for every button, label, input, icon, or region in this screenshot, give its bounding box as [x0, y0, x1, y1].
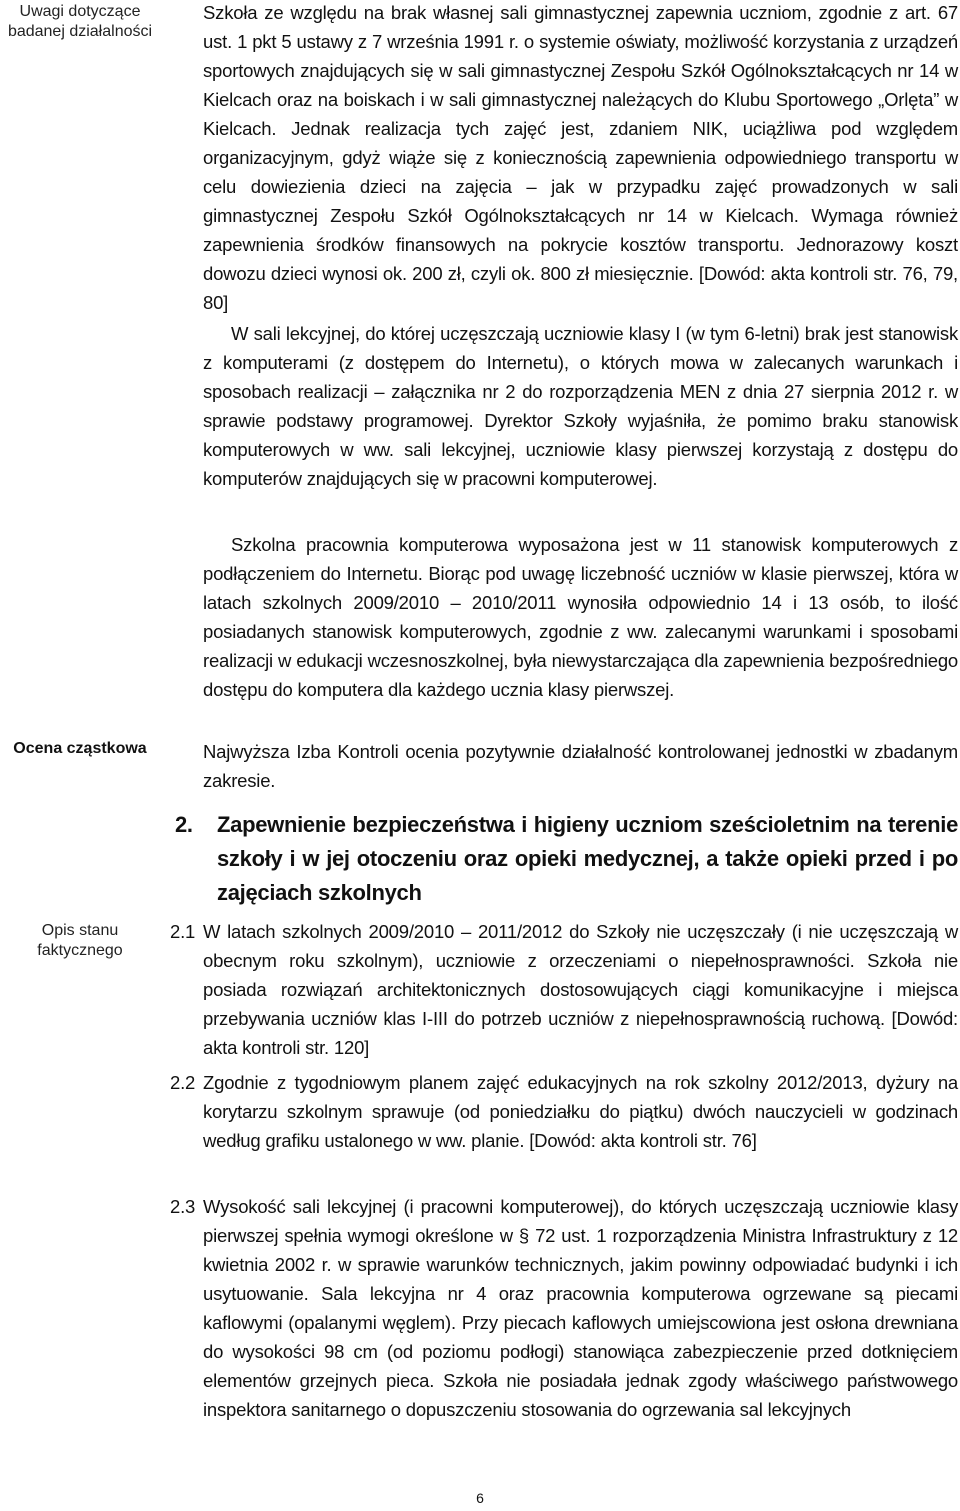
page-number: 6	[476, 1490, 484, 1506]
section-heading	[175, 808, 958, 910]
subsection-number: 2.2	[170, 1072, 196, 1093]
subsection-text: Wysokość sali lekcyjnej (i pracowni komputerowej), do których uczęszczają uczniowie klasy pierwszej spełnia wymogi określone w § 72 ust. 1 rozporządzenia Ministra Infrastruktury z 12 kwietnia 2002 r. w sprawie warunków technicznych, jakim powinny odpowiadać budynki i ich usytuowanie. Sala lekcyjna nr 4 oraz pracownia komputerowa ogrzewane są piecami kaflowymi (opalanymi węglem). Przy piecach kaflowych umiejscowiona jest osłona drewniana do wysokości 98 cm (od poziomu podłogi) stanowiąca zabezpieczenie przed dotknięciem elementów grzejnych pieca. Szkoła nie posiadała jednak zgody właściwego państwowego inspektora sanitarnego o dopuszczeniu stosowania do ogrzewania sal lekcyjnych	[203, 1196, 958, 1420]
subsection-number: 2.3	[170, 1196, 196, 1217]
margin-note-opis: Opis stanu faktycznego	[37, 922, 123, 959]
margin-note-ocena: Ocena cząstkowa	[13, 740, 147, 757]
paragraph-classroom-computers: W sali lekcyjnej, do której uczęszczają uczniowie klasy I (w tym 6-letni) brak jest stanowisk z komputerami (z dostępem do Internetu), o których mowa w zalecanych warunkach i sposobach realizacji – załącznika nr 2 do rozporządzenia MEN z dnia 27 sierpnia 2012 r. w sprawie podstawy programowej. Dyrektor Szkoły wyjaśniła, że pomimo braku stanowisk komputerowych w ww. sali lekcyjnej, uczniowie klasy pierwszej korzystają z dostępu do komputerów znajdujących się w pracowni komputerowej.	[203, 323, 958, 489]
subsection-2-3	[170, 1192, 958, 1424]
subsection-text: Zgodnie z tygodniowym planem zajęć edukacyjnych na rok szkolny 2012/2013, dyżury na korytarzu szkolnym sprawuje (od poniedziałku do piątku) dwóch nauczycieli w godzinach według grafiku ustalonego w ww. planie. [Dowód: akta kontroli str. 76]	[203, 1072, 958, 1151]
subsection-number: 2.1	[170, 921, 196, 942]
paragraph-assessment: Najwyższa Izba Kontroli ocenia pozytywnie działalność kontrolowanej jednostki w zbadanym zakresie.	[203, 741, 958, 791]
subsection-2-2	[170, 1068, 958, 1155]
margin-note-uwagi: Uwagi dotyczące badanej działalności	[7, 3, 153, 40]
paragraph-computer-lab: Szkolna pracownia komputerowa wyposażona jest w 11 stanowisk komputerowych z podłączeniem do Internetu. Biorąc pod uwagę liczebność uczniów w klasie pierwszej, która w latach szkolnych 2009/2010 – 2010/2011 wynosiła odpowiednio 14 i 13 osób, to ilość posiadanych stanowisk komputerowych, zgodnie z ww. zalecanymi warunkami i sposobami realizacji w edukacji wczesnoszkolnej, była niewystarczająca dla zapewnienia bezpośredniego dostępu do komputera dla każdego ucznia klasy pierwszej.	[203, 534, 958, 700]
subsection-2-1	[170, 917, 958, 1062]
subsection-text: W latach szkolnych 2009/2010 – 2011/2012 do Szkoły nie uczęszczały (i nie uczęszczają w obecnym roku szkolnym), uczniowie z orzeczeniami o niepełnosprawności. Szkoła nie posiada rozwiązań architektonicznych dostosowujących ciągi komunikacyjne i miejsca przebywania uczniów klas I-III do potrzeb uczniów z niepełnosprawnością ruchową. [Dowód: akta kontroli str. 120]	[203, 921, 958, 1058]
section-number: 2.	[175, 812, 193, 837]
paragraph-sport-facilities: Szkoła ze względu na brak własnej sali gimnastycznej zapewnia uczniom, zgodnie z art. 67 ust. 1 pkt 5 ustawy z 7 września 1991 r. o systemie oświaty, możliwość korzystania z urządzeń sportowych znajdujących się w sali gimnastycznej Zespołu Szkół Ogólnokształcących nr 14 w Kielcach oraz na boiskach i w sali gimnastycznej należących do Klubu Sportowego „Orlęta” w Kielcach. Jednak realizacja tych zajęć jest, zdaniem NIK, uciążliwa pod względem organizacyjnym, gdyż wiąże się z koniecznością zapewnienia odpowiedniego transportu w celu dowiezienia dzieci na zajęcia – jak w przypadku zajęć prowadzonych w sali gimnastycznej Zespołu Szkół Ogólnokształcących nr 14 w Kielcach. Wymaga również zapewnienia środków finansowych na pokrycie kosztów transportu. Jednorazowy koszt dowozu dzieci wynosi ok. 200 zł, czyli ok. 800 zł miesięcznie. [Dowód: akta kontroli str. 76, 79, 80]	[203, 2, 958, 313]
section-title: Zapewnienie bezpieczeństwa i higieny uczniom sześcioletnim na terenie szkoły i w jej otoczeniu oraz opieki medycznej, a także opieki przed i po zajęciach szkolnych	[217, 812, 958, 905]
